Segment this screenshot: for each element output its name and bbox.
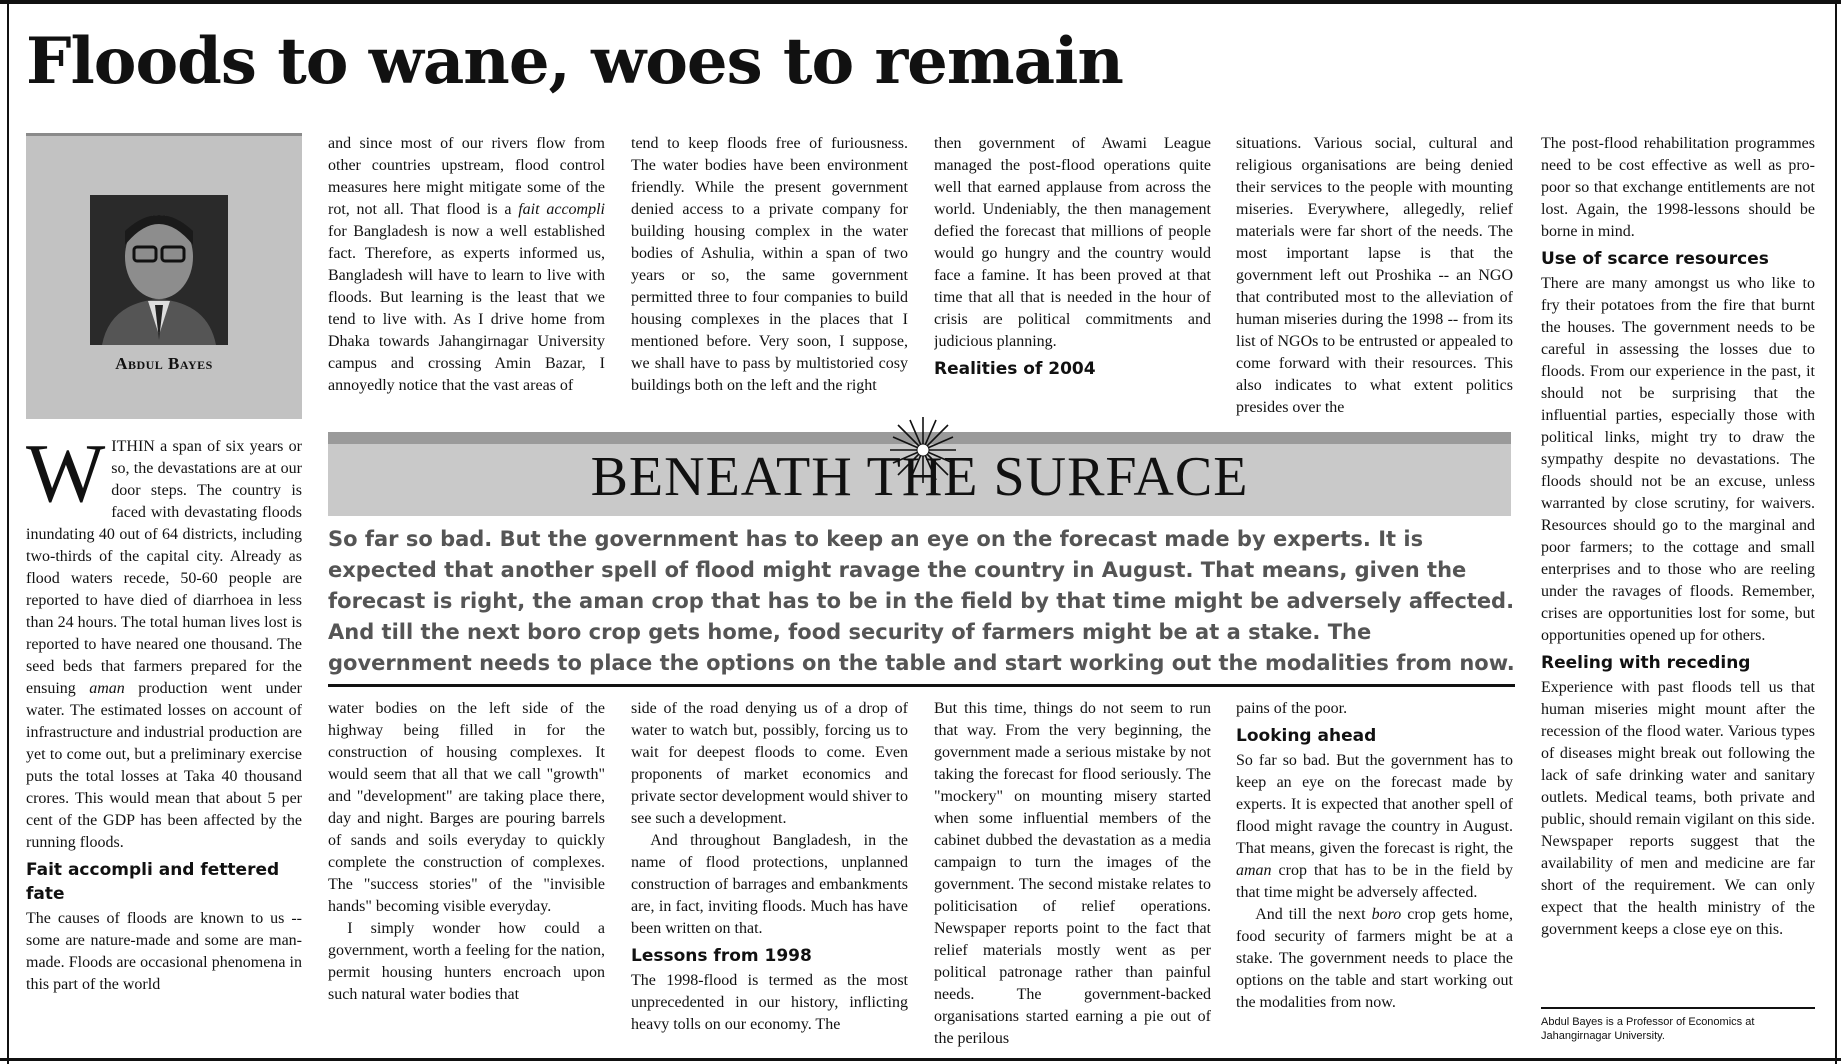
col4-bottom-paragraph: But this time, things do not seem to run that way. From the very beginning, the government made a serious mistake by not taking the forecast for flood seriously. The "mockery" on mounting misery started when some influential members of the cabinet dubbed the devastation as a media campaign to turn the images of the government. The second mistake relates to politicisation of relief operations. Newspaper reports point to the fact that relief materials mostly went as per political patronage rather than painful needs. The government-backed organisations started earning a pie out of the perilous [934,700,1211,1047]
pull-quote: So far so bad. But the government has to keep an eye on the forecast made by experts. It is expected that another spell of flood might ravage the country in August. That means, given the forecast is right, the aman crop that has to be in the field by that time might be adversely affected. And till the next boro crop gets home, food security of farmers might be at a stake. The government needs to place the options on the table and start working out the modalities from now. [328,527,1515,675]
col4-top-paragraph: then government of Awami League managed the post-flood operations quite well that earned applause from across the world. Undeniably, the then management defied the forecast that millions of people would go hungry and the country would face a famine. It has been proved at that time that all that is needed in the hour of crisis are political commitments and judicious planning. [934,135,1211,350]
author-box [26,133,302,419]
headline: Floods to wane, woes to remain [26,24,1123,99]
column-4-top [934,133,1211,420]
column-5-top [1236,133,1513,420]
column-1 [26,436,302,1036]
col2-top-paragraph: and since most of our rivers flow from other countries upstream, flood control measures here might mitigate some of the rot, not all. That flood is a fait accompli for Bangladesh is now a well established fact. Therefore, as experts informed us, Bangladesh will have to learn to live with floods. But learning is the least that we tend to live with. As I drive home from Dhaka towards Jahangirnagar University campus and crossing Amin Bazar, I annoyedly notice that the vast areas of [328,135,605,394]
col3-bottom-paragraph-1: side of the road denying us of a drop of water to watch but, possibly, forcing us to wait for deepest floods to come. Even proponents of market economics and private sector development would shiver to see such a development. [631,700,908,827]
column-2-top [328,133,605,420]
left-rule [7,0,9,1064]
column-3-top [631,133,908,420]
bottom-rule [0,1058,1841,1061]
col2-bottom-paragraph-2: I simply wonder how could a government, worth a feeling for the nation, permit housing hunters encroach upon such natural water bodies that [328,920,605,1003]
column-2-bottom [328,698,605,1050]
col3-top-paragraph: tend to keep floods free of furiousness. The water bodies have been environment friendly. While the present government denied access to a private company for building housing complex in the water bodies of Ashulia, within a span of two years or so, the same government permitted three to four companies to build housing complexes in the places that I mentioned before. Very soon, I suppose, we shall have to pass by multistoried cosy buildings both on the left and the right [631,135,908,394]
drop-cap: W [26,436,106,520]
col5-bottom-paragraph-3: And till the next boro crop gets home, food security of farmers might be at a stake. The government needs to place the options on the table and start working out the modalities from now. [1236,906,1513,1011]
right-rule [1835,0,1837,1064]
subhead-realities-2004: Realities of 2004 [934,359,1096,379]
author-portrait-icon [90,195,228,345]
col3-bottom-paragraph-3: The 1998-flood is termed as the most unprecedented in our history, inflicting heavy tolls on our economy. The [631,972,908,1033]
col3-bottom-paragraph-2: And throughout Bangladesh, in the name of flood protections, unplanned construction of barrages and embankments are, in fact, inviting floods. Much has have been written on that. [631,832,908,937]
top-rule [0,0,1841,4]
author-note: Abdul Bayes is a Professor of Economics at Jahangirnagar University. [1541,1007,1815,1043]
subhead-reeling-receding: Reeling with receding [1541,653,1751,673]
column-5-bottom [1236,698,1513,1050]
col6-paragraph-2: There are many amongst us who like to fry their potatoes from the fire that burnt the houses. The government needs to be careful in assessing the losses due to floods. From our experience in the past, it should not be surprising that the influential parties, especially those with political links, might try to draw the sympathy despite no devastations. The floods should not be an excuse, unless warranted by close scrutiny, for waivers. Resources should go to the marginal and poor farmers; to the cottage and small enterprises and to those who are reeling under the ravages of floods. Remember, crises are opportunities lost for some, but opportunities opened up for others. [1541,275,1815,644]
col1-paragraph-2: The causes of floods are known to us -- some are nature-made and some are man-made. Floods are occasional phenomena in this part of the world [26,910,302,993]
col5-bottom-paragraph-1: pains of the poor. [1236,700,1348,717]
col1-paragraph-1: ITHIN a span of six years or so, the devastations are at our door steps. The country is faced with devastating floods inundating 40 out of 64 districts, including two-thirds of the capital city. Already as flood waters recede, 50-60 people are reported to have died of diarrhoea in less than 24 hours. The total human lives lost is reported to have neared one thousand. The seed beds that farmers prepared for the ensuing aman production went under water. The estimated losses on account of infrastructure and industrial production are yet to come out, but a preliminary exercise puts the total losses at Taka 40 thousand crores. This would mean that about 5 per cent of the GDP has been affected by the running floods. [26,438,302,851]
col2-bottom-paragraph-1: water bodies on the left side of the highway being filled in for the construction of housing complexes. It would seem that all that we call "growth" and "development" are taking place there, day and night. Barges are pouring barrels of sands and soils everyday to quickly complete the construction of complexes. The "success stories" of the "invisible hands" becoming visible everyday. [328,700,605,915]
subhead-lessons-1998: Lessons from 1998 [631,946,812,966]
subhead-fait-accompli: Fait accompli and fettered fate [26,860,280,904]
col6-paragraph-1: The post-flood rehabilitation programmes need to be cost effective as well as pro-poor so that exchange entitlements are not lost. Again, the 1998-lessons should be borne in mind. [1541,135,1815,240]
col5-bottom-paragraph-2: So far so bad. But the government has to keep an eye on the forecast made by experts. It is expected that another spell of flood might ravage the country in August. That means, given the forecast is right, the aman crop that has to be in the field by that time might be adversely affected. [1236,752,1513,901]
column-3-bottom [631,698,908,1050]
column-6 [1541,133,1815,1001]
column-4-bottom [934,698,1211,1050]
col6-paragraph-3: Experience with past floods tell us that human miseries might mount after the recession of the flood water. Various types of diseases might break out following the lack of safe drinking water and sanitary outlets. Medical teams, both private and public, should remain vigilant on this side. Newspaper reports suggest that the availability of men and medicine are far short of the requirement. We can only expect that the health ministry of the government keeps a close eye on this. [1541,679,1815,938]
subhead-looking-ahead: Looking ahead [1236,726,1377,746]
col5-top-paragraph: situations. Various social, cultural and religious organisations are being denied their services to the people with mounting miseries. Everywhere, allegedly, relief materials were far short of the needs. The most important lapse is that the government left out Proshika -- an NGO that contributed most to the alleviation of human miseries during the 1998 -- from its list of NGOs to be entrusted or appealed to come forward with their resources. This also indicates to what extent politics presides over the [1236,135,1513,416]
box-title: BENEATH THE SURFACE [590,446,1249,508]
pull-quote-rule [328,684,1515,687]
author-photo [90,195,228,345]
author-name: Abdul Bayes [115,354,213,373]
subhead-scarce-resources: Use of scarce resources [1541,249,1769,269]
